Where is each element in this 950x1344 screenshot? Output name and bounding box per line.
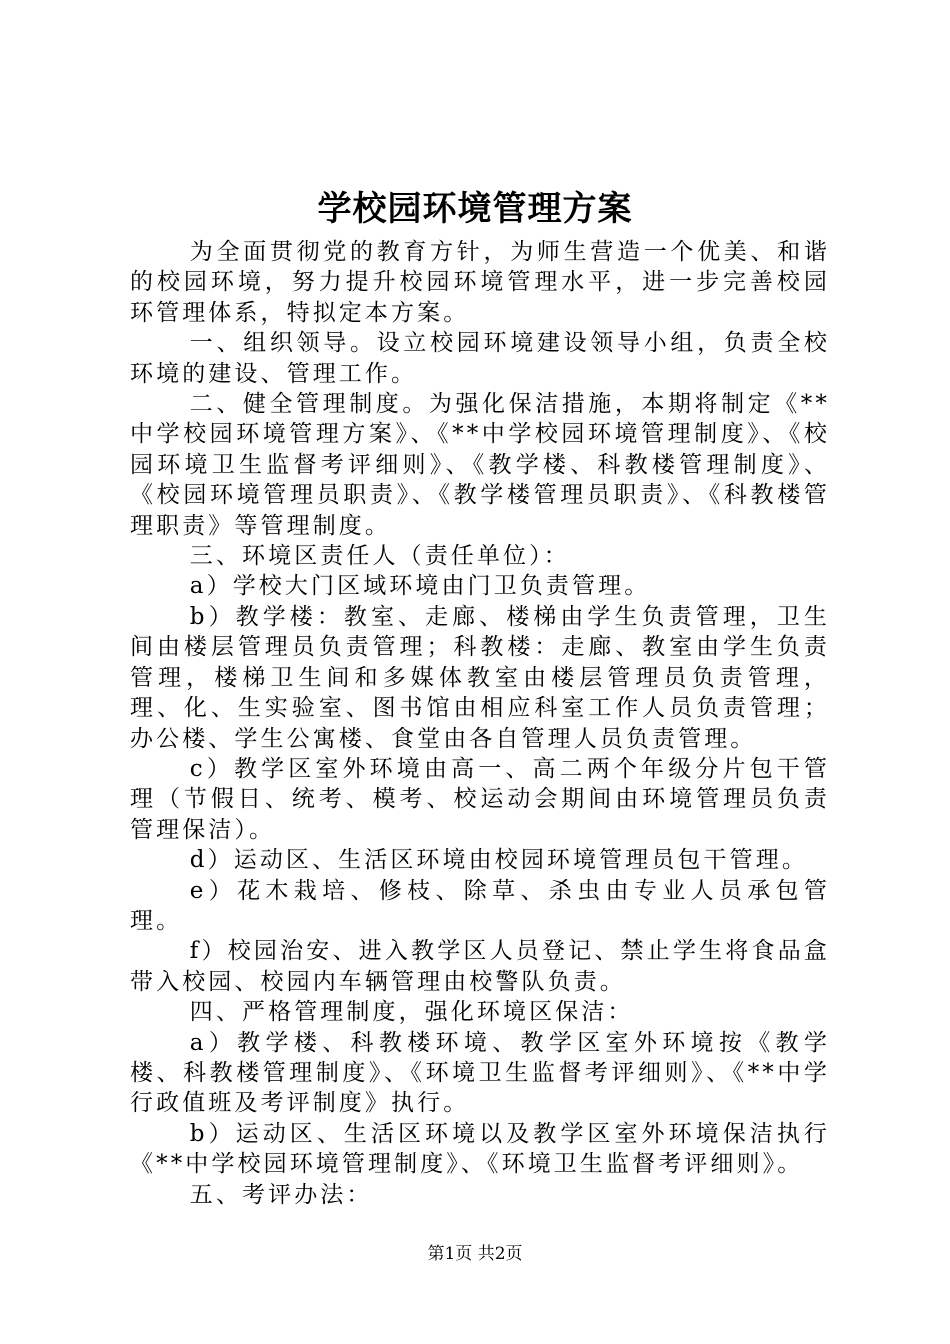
paragraph-item-3f: f）校园治安、进入教学区人员登记、禁止学生将食品盒带入校园、校园内车辆管理由校警队负责。	[130, 938, 830, 995]
paragraph-item-3c: c）教学区室外环境由高一、高二两个年级分片包干管理（节假日、统考、模考、校运动会期间由环境管理员负责管理保洁）。	[130, 755, 830, 843]
paragraph-item-4b: b）运动区、生活区环境以及教学区室外环境保洁执行《**中学校园环境管理制度》、《环境卫生监督考评细则》。	[130, 1120, 830, 1178]
paragraph-intro: 为全面贯彻党的教育方针，为师生营造一个优美、和谐的校园环境，努力提升校园环境管理水平，进一步完善校园环管理体系，特拟定本方案。	[130, 239, 830, 326]
paragraph-item-3a: a）学校大门区域环境由门卫负责管理。	[189, 573, 651, 600]
page-footer: 第1页 共2页	[427, 1244, 523, 1264]
document-title: 学校园环境管理方案	[317, 189, 633, 229]
paragraph-section-3: 三、环境区责任人（责任单位）：	[189, 543, 570, 570]
document-body	[130, 237, 830, 1210]
paragraph-item-4a: a）教学楼、科教楼环境、教学区室外环境按《教学楼、科教楼管理制度》、《环境卫生监督考评细则》、《**中学行政值班及考评制度》执行。	[130, 1029, 830, 1117]
paragraph-item-3b: b）教学楼：教室、走廊、楼梯由学生负责管理，卫生间由楼层管理员负责管理；科教楼：走廊、教室由学生负责管理，楼梯卫生间和多媒体教室由楼层管理员负责管理，理、化、生实验室、图书馆由相应科室工作人员负责管理；办公楼、学生公寓楼、食堂由各自管理人员负责管理。	[130, 603, 830, 752]
paragraph-section-4: 四、严格管理制度，强化环境区保洁：	[189, 999, 634, 1026]
paragraph-section-5: 五、考评办法：	[189, 1181, 373, 1208]
paragraph-item-3d: d）运动区、生活区环境由校园环境管理员包干管理。	[189, 847, 808, 874]
paragraph-section-2: 二、健全管理制度。为强化保洁措施，本期将制定《**中学校园环境管理方案》、《**中学校园环境管理制度》、《校园环境卫生监督考评细则》、《教学楼、科教楼管理制度》、《校园环境管理员职责》、《教学楼管理员职责》、《科教楼管理职责》等管理制度。	[130, 391, 830, 539]
paragraph-section-1: 一、组织领导。设立校园环境建设领导小组，负责全校环境的建设、管理工作。	[130, 330, 830, 387]
paragraph-item-3e: e）花木栽培、修枝、除草、杀虫由专业人员承包管理。	[130, 877, 830, 934]
